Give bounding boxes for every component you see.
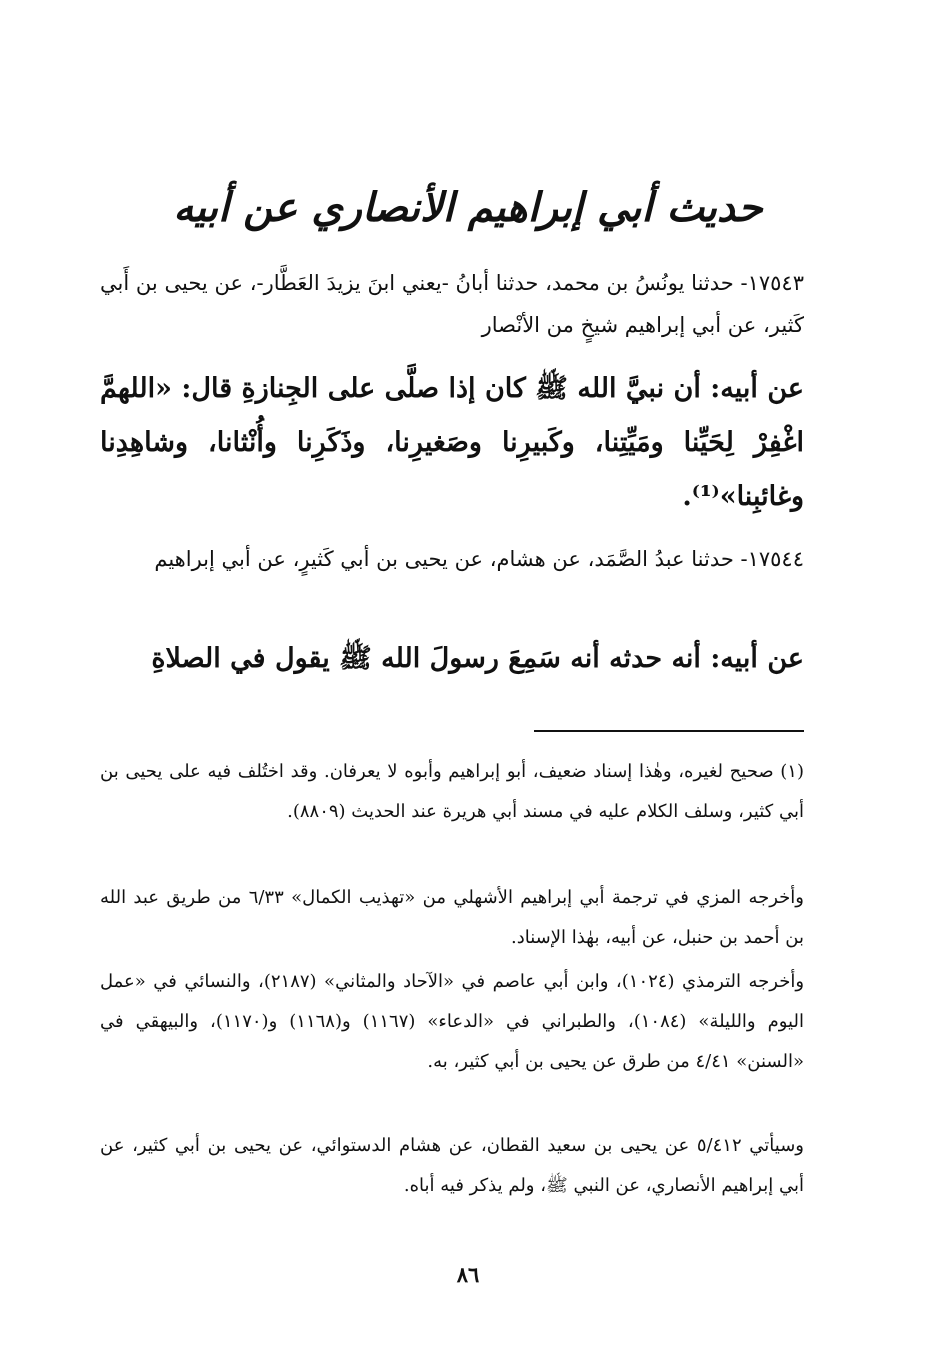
footnote-paragraph-4: وسيأتي ٥/٤١٢ عن يحيى بن سعيد القطان، عن هشام الدستوائي، عن يحيى بن أبي كثير، عن أبي إبراهيم الأنصاري، عن النبي ﷺ، ولم يذكر فيه أباه.	[100, 1135, 804, 1196]
hadith-17543-matn: عن أبيه: أن نبيَّ الله ﷺ كان إذا صلَّى على الجِنازةِ قال: «اللهمَّ اغْفِرْ لِحَيِّنا ومَيِّتِنا، وكَبيرِنا وصَغيرِنا، وذَكَرِنا وأُنْثانا، وشاهِدِنا وغائبِنا»⁽¹⁾.	[100, 373, 804, 512]
hadith-17544-matn: عن أبيه: أنه حدثه أنه سَمِعَ رسولَ الله ﷺ يقول في الصلاةِ	[151, 643, 804, 674]
footnote-separator	[534, 730, 804, 732]
hadith-17544-isnad: ١٧٥٤٤- حدثنا عبدُ الصَّمَد، عن هشام، عن يحيى بن أبي كَثيرٍ، عن أبي إبراهيم	[154, 547, 804, 571]
hadith-17543-isnad: ١٧٥٤٣- حدثنا يونُسُ بن محمد، حدثنا أبانُ -يعني ابنَ يزيدَ العَطَّار-، عن يحيى بن أَبي كَثير، عن أبي إبراهيم شيخٍ من الأنْصار	[100, 271, 804, 337]
chapter-heading: حديث أبي إبراهيم الأنصاري عن أبيه	[173, 184, 763, 231]
footnote-1: (١) صحيح لغيره، وهٰذا إسناد ضعيف، أبو إبراهيم وأبوه لا يعرفان. وقد اختُلف فيه على يحيى بن أبي كثير، وسلف الكلام عليه في مسند أبي هريرة عند الحديث (٨٨٠٩).	[100, 761, 804, 822]
footnote-paragraph-3: وأخرجه الترمذي (١٠٢٤)، وابن أبي عاصم في «الآحاد والمثاني» (٢١٨٧)، والنسائي في «عمل اليوم والليلة» (١٠٨٤)، والطبراني في «الدعاء» (١١٦٧) و(١١٦٨) و(١١٧٠)، والبيهقي في «السنن» ٤/٤١ من طرق عن يحيى بن أبي كثير، به.	[100, 971, 805, 1072]
page-number: ٨٦	[456, 1262, 480, 1287]
footnote-paragraph-2: وأخرجه المزي في ترجمة أبي إبراهيم الأشهلي من «تهذيب الكمال» ٦/٣٣ من طريق عبد الله بن أحمد بن حنبل، عن أبيه، بهٰذا الإسناد.	[100, 887, 805, 948]
